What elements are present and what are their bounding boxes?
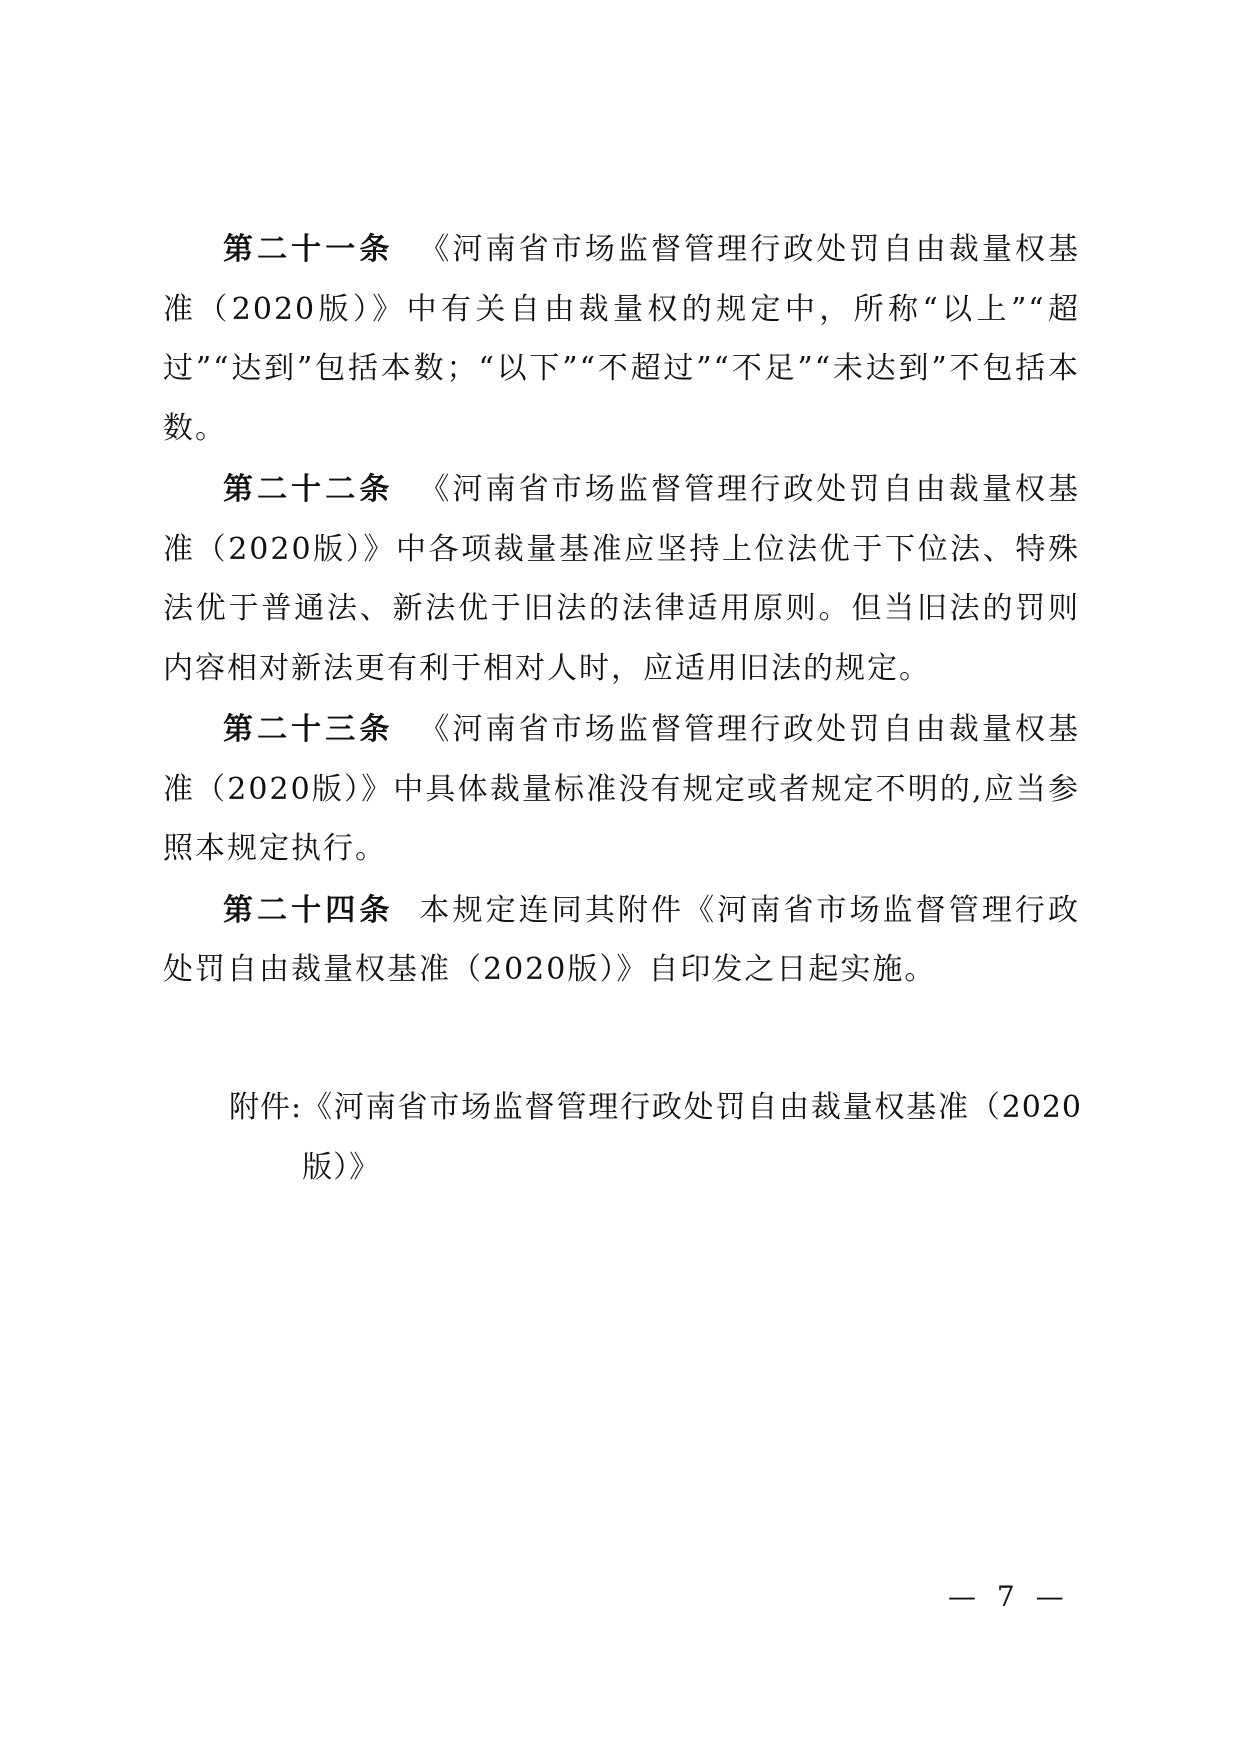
article-heading: 第二十一条 [223, 232, 394, 267]
article-text: 《河南省市场监督管理行政处罚自由裁量权基准（2020版）》中各项裁量基准应坚持上位法优于下位法、特殊法优于普通法、新法优于旧法的法律适用原则。但当旧法的罚则内容相对新法更有利于相对人时，应适用旧法的规定。 [163, 472, 1081, 686]
document-body [163, 220, 1080, 1002]
article-text: 本规定连同其附件《河南省市场监督管理行政处罚自由裁量权基准（2020版）》自印发之日起实施。 [163, 892, 1081, 987]
page-number: — 7 — [948, 1580, 1070, 1613]
attachment-label: 附件: [229, 1090, 303, 1125]
article-23 [163, 700, 1080, 879]
article-text: 《河南省市场监督管理行政处罚自由裁量权基准（2020版）》中具体裁量标准没有规定或者规定不明的,应当参照本规定执行。 [163, 712, 1081, 866]
article-text: 《河南省市场监督管理行政处罚自由裁量权基准（2020版）》中有关自由裁量权的规定中，所称“以上”“超过”“达到”包括本数；“以下”“不超过”“不足”“未达到”不包括本数。 [163, 232, 1081, 446]
article-heading: 第二十三条 [223, 712, 394, 747]
attachment-note [229, 1078, 1082, 1198]
article-22 [163, 460, 1080, 698]
article-21 [163, 220, 1080, 458]
attachment-title: 《河南省市场监督管理行政处罚自由裁量权基准（2020版）》 [302, 1090, 1082, 1185]
article-heading: 第二十二条 [223, 472, 394, 507]
article-24 [163, 881, 1080, 1000]
article-heading: 第二十四条 [223, 892, 394, 928]
